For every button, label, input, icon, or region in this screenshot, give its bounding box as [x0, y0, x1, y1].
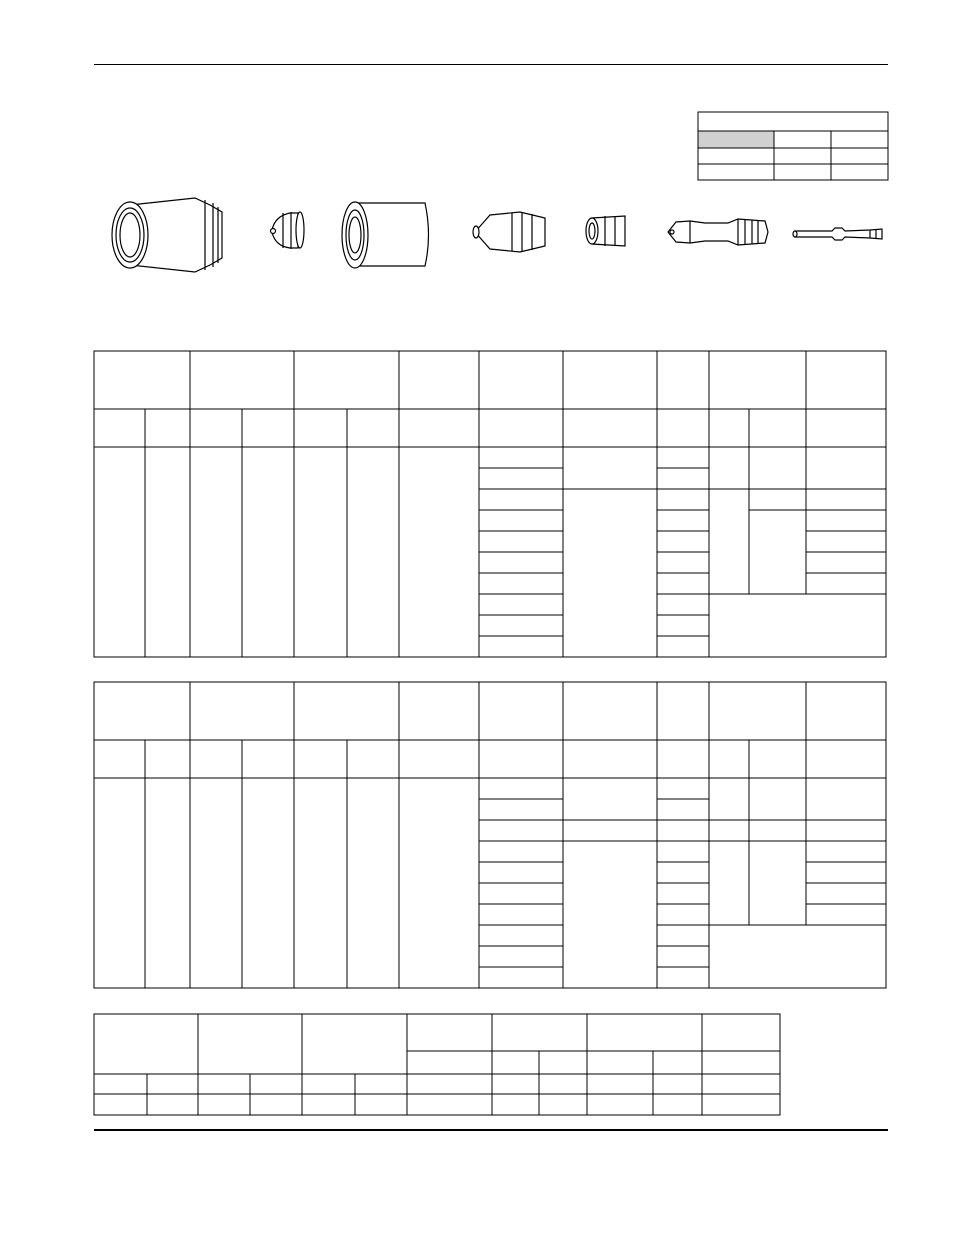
- process-table-1: [94, 351, 886, 657]
- reference-table-shaded-cell: [698, 131, 774, 148]
- reference-table: [698, 112, 888, 180]
- process-table-2: [94, 682, 886, 988]
- summary-table: [94, 1014, 780, 1115]
